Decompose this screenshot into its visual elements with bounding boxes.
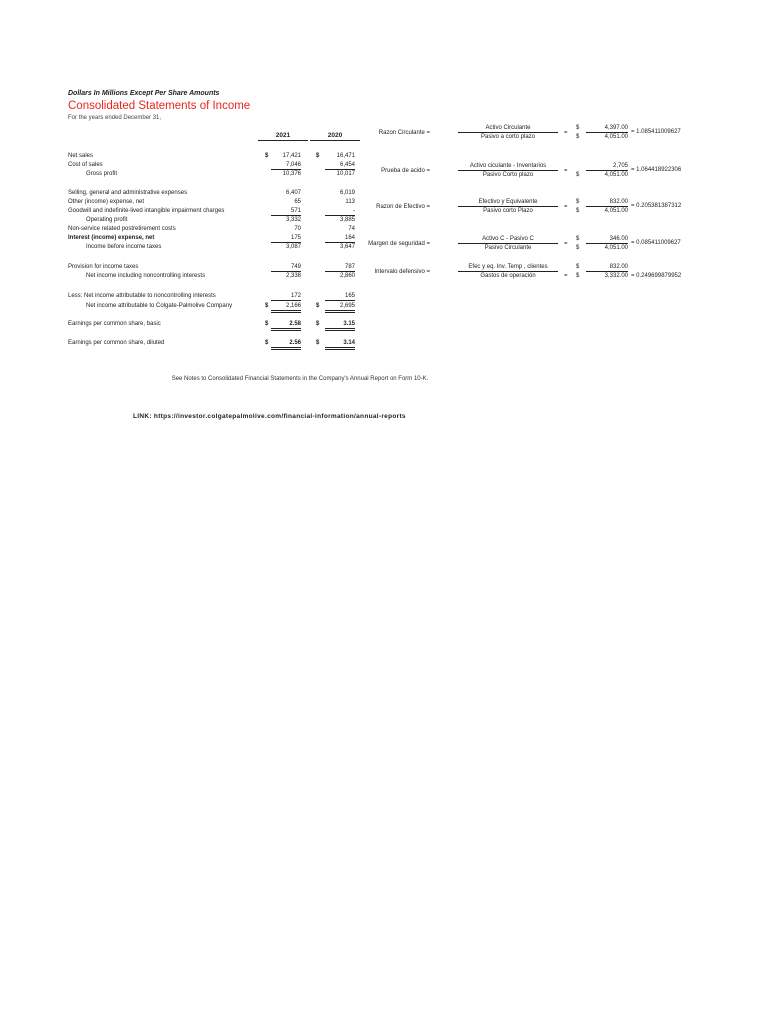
- num-currency: $: [576, 236, 580, 242]
- row-net-income-incl-nci: [68, 272, 368, 280]
- ratio-numerator: Activo Circulante: [458, 124, 558, 133]
- den-currency: $: [576, 208, 580, 214]
- year-header-2021: 2021: [258, 132, 308, 141]
- ratio-result: = 0.205381387312: [631, 203, 682, 209]
- currency-symbol: $: [316, 321, 320, 327]
- ratio-fraction: [458, 263, 558, 280]
- ratio-numerator: Efec y eq. Inv. Temp , clientes: [458, 263, 558, 272]
- den-currency: $: [576, 245, 580, 251]
- row-label: Provision for income taxes: [68, 264, 139, 270]
- value-2021: 17,421: [282, 153, 301, 159]
- currency-symbol: $: [265, 303, 269, 309]
- den-value: 4,051.00: [604, 172, 628, 178]
- value-2020: 10,017: [336, 171, 355, 177]
- row-label: Earnings per common share, diluted: [68, 340, 165, 346]
- value-2020: 3,885: [339, 217, 355, 223]
- row-label: Selling, general and administrative expenses: [68, 190, 188, 196]
- row-other-expense: [68, 198, 368, 206]
- value-2020: -: [325, 207, 355, 216]
- num-currency: $: [576, 199, 580, 205]
- value-2020: 2,860: [339, 273, 355, 279]
- row-interest: [68, 234, 368, 242]
- ratio-fraction: [458, 162, 558, 179]
- row-label: Net sales: [68, 153, 94, 159]
- year-header-2020: 2020: [310, 132, 360, 141]
- num-value: 4,397.00: [586, 124, 628, 133]
- den-value: 3,332.00: [604, 273, 628, 279]
- den-currency: $: [576, 273, 580, 279]
- row-label: Gross profit: [86, 171, 118, 177]
- ratio-denominator: Pasivo corto Plazo: [483, 208, 533, 214]
- num-value: 2,705: [586, 162, 628, 171]
- value-2021: 3,087: [285, 244, 301, 250]
- row-label: Goodwill and indefinite-lived intangible impairment charges: [68, 208, 225, 214]
- value-2020: 74: [348, 226, 355, 232]
- ratio-name: Razon de Efectivo =: [376, 204, 430, 210]
- value-2020: 113: [345, 199, 355, 205]
- row-goodwill-impairment: [68, 207, 368, 215]
- row-label: Non-service related postretirement costs: [68, 226, 176, 232]
- ratio-fraction: [458, 235, 558, 252]
- period-caption: For the years ended December 31,: [68, 115, 162, 121]
- row-sga: [68, 189, 368, 197]
- currency-symbol: $: [265, 340, 269, 346]
- annual-report-link[interactable]: LINK: https://investor.colgatepalmolive.com/financial-information/annual-reports: [133, 413, 406, 420]
- ratio-result: = 1.064418922306: [631, 167, 682, 173]
- units-subtitle: Dollars In Millions Except Per Share Amounts: [68, 90, 220, 97]
- statement-title: Consolidated Statements of Income: [68, 100, 251, 112]
- ratio-denominator: Gastos de operación: [480, 273, 536, 279]
- ratio-result: = 0.085411009627: [631, 240, 681, 246]
- value-2020: 6,019: [339, 190, 355, 196]
- equals-sign: =: [564, 130, 568, 136]
- row-label: Operating profit: [86, 217, 128, 223]
- value-2021: 7,046: [271, 161, 301, 170]
- row-label: Net income including noncontrolling interests: [86, 273, 206, 279]
- ratio-razon-efectivo: [350, 198, 750, 218]
- row-label: Less: Net income attributable to noncontrolling interests: [68, 293, 216, 299]
- row-gross-profit: [68, 170, 368, 178]
- row-nci: [68, 292, 368, 300]
- value-2020: 2,695: [325, 302, 355, 313]
- ratio-fraction: [458, 124, 558, 141]
- ratio-denominator: Pasivo a corto plazo: [480, 134, 536, 140]
- den-currency: $: [576, 172, 580, 178]
- ratio-name: Razon Circulante =: [378, 130, 430, 136]
- row-label: Other (income) expense, net: [68, 199, 145, 205]
- value-2021: 3,332: [285, 217, 301, 223]
- currency-symbol: $: [265, 321, 269, 327]
- value-2021: 2,338: [285, 273, 301, 279]
- row-pretax-income: [68, 243, 368, 251]
- ratio-razon-circulante: [350, 124, 750, 144]
- num-currency: $: [576, 125, 580, 131]
- value-2021: 172: [271, 292, 301, 301]
- value-2021: 2.56: [271, 339, 301, 350]
- value-2020: 787: [325, 263, 355, 272]
- value-2020: 3.15: [325, 320, 355, 331]
- row-label: Earnings per common share, basic: [68, 321, 161, 327]
- row-net-income-colgate: [68, 302, 368, 310]
- value-2020: 6,454: [325, 161, 355, 170]
- equals-sign: =: [564, 204, 568, 210]
- ratio-intervalo-defensivo: [350, 263, 750, 283]
- value-2021: 749: [271, 263, 301, 272]
- row-eps-basic: [68, 320, 368, 328]
- ratio-name: Margen de seguridad =: [368, 241, 430, 247]
- value-2021: 2.58: [271, 320, 301, 331]
- currency-symbol: $: [316, 303, 320, 309]
- value-2020: 16,471: [336, 153, 355, 159]
- ratio-prueba-acido: [350, 162, 750, 182]
- value-2020: 165: [325, 292, 355, 301]
- value-2020: 3.14: [325, 339, 355, 350]
- equals-sign: =: [564, 241, 568, 247]
- ratio-margen-seguridad: [350, 235, 750, 255]
- ratio-fraction: [458, 198, 558, 215]
- ratio-name: Prueba de acido =: [381, 168, 430, 174]
- row-cost-of-sales: [68, 161, 368, 169]
- currency-symbol: $: [316, 153, 320, 159]
- num-value: 832.00: [586, 198, 628, 207]
- den-value: 4,051.00: [604, 208, 628, 214]
- row-label: Income before income taxes: [86, 244, 162, 250]
- den-value: 4,051.00: [604, 245, 628, 251]
- num-currency: $: [576, 264, 580, 270]
- ratio-result: = 1.085411009627: [631, 129, 681, 135]
- value-2021: 2,166: [271, 302, 301, 313]
- footnote: See Notes to Consolidated Financial Statements in the Company's Annual Report on Form 10-K.: [171, 376, 429, 382]
- ratio-result: = 0.249699879952: [631, 273, 682, 279]
- currency-symbol: $: [316, 340, 320, 346]
- num-value: 346.00: [586, 235, 628, 244]
- value-2021: 65: [294, 199, 301, 205]
- den-currency: $: [576, 134, 580, 140]
- row-non-service-costs: [68, 225, 368, 233]
- value-2021: 10,376: [282, 171, 301, 177]
- value-2021: 70: [294, 226, 301, 232]
- row-label: Interest (income) expense, net: [68, 235, 155, 241]
- value-2021: 571: [271, 207, 301, 216]
- currency-symbol: $: [265, 153, 269, 159]
- row-label: Net income attributable to Colgate-Palmolive Company: [86, 303, 233, 309]
- ratio-denominator: Pasivo Circulante: [484, 245, 532, 251]
- row-tax-provision: [68, 263, 368, 271]
- ratio-numerator: Efectivo y Equivalente: [458, 198, 558, 207]
- num-value: 832.00: [586, 263, 628, 272]
- row-net-sales: [68, 152, 368, 160]
- value-2020: 3,647: [339, 244, 355, 250]
- row-eps-diluted: [68, 339, 368, 347]
- row-label: Cost of sales: [68, 162, 103, 168]
- ratio-denominator: Pasivo Corto plazo: [482, 172, 534, 178]
- equals-sign: =: [564, 273, 568, 279]
- value-2020: 164: [325, 234, 355, 243]
- row-operating-profit: [68, 216, 368, 224]
- ratio-numerator: Activo ciculante - Inventarios: [458, 162, 558, 171]
- value-2021: 6,407: [285, 190, 301, 196]
- den-value: 4,051.00: [604, 134, 628, 140]
- ratio-numerator: Activo C - Pasivo C: [458, 235, 558, 244]
- equals-sign: =: [564, 168, 568, 174]
- value-2021: 175: [271, 234, 301, 243]
- ratio-name: Intervalo defensivo =: [374, 269, 430, 275]
